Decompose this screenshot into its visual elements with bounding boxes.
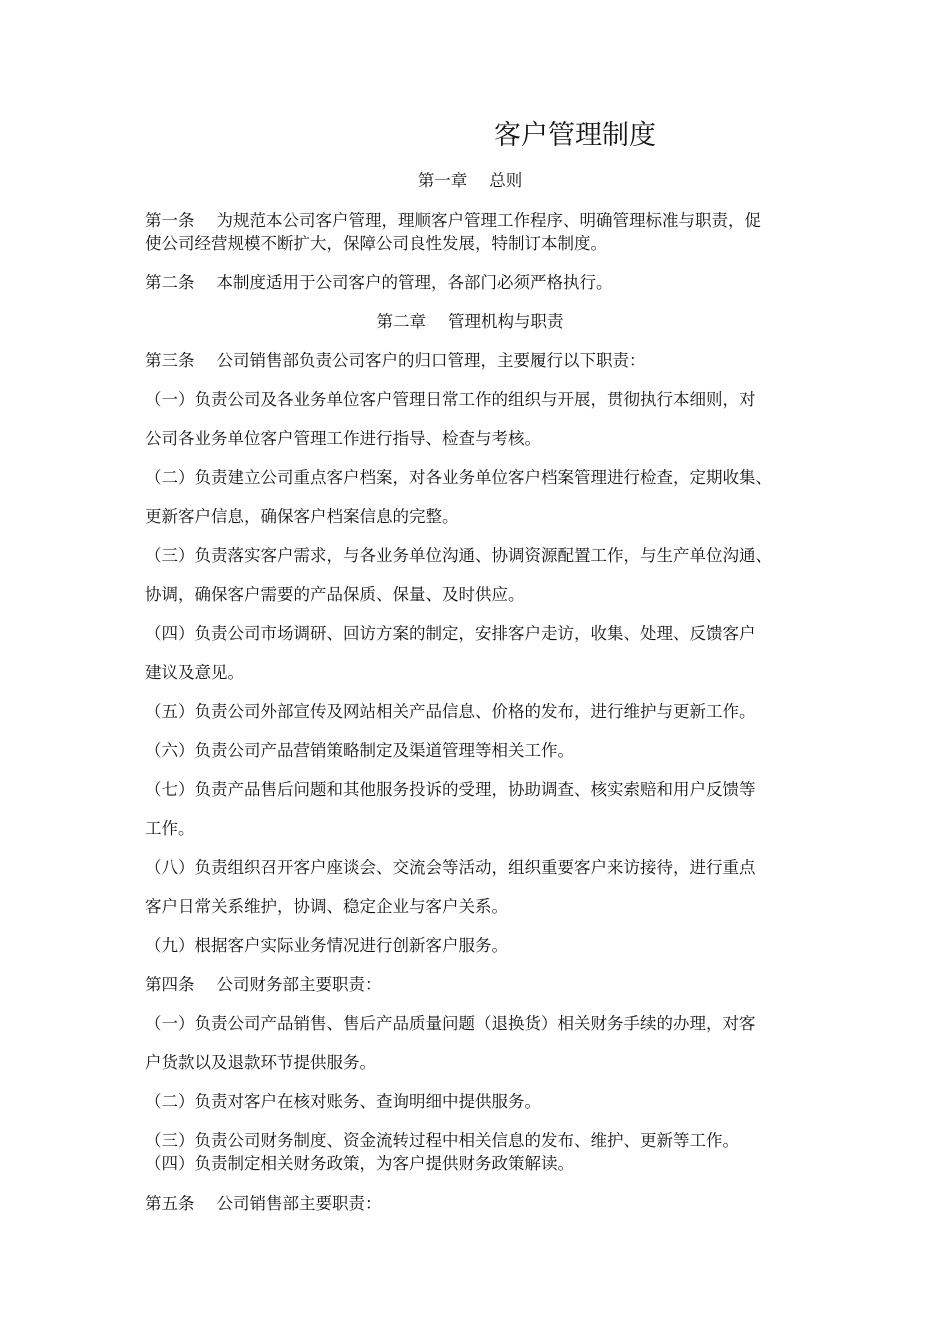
article-5 <box>145 1193 810 1215</box>
article-label: 第三条 <box>145 351 195 370</box>
article-label: 第一条 <box>145 211 195 230</box>
document-title: 客户管理制度 <box>494 120 656 151</box>
article-4 <box>145 974 810 996</box>
article-2 <box>145 272 810 294</box>
list-item-line: 更新客户信息，确保客户档案信息的完整。 <box>145 507 459 526</box>
list-item-line: （九）根据客户实际业务情况进行创新客户服务。 <box>145 936 508 955</box>
list-item-line: （三）负责公司财务制度、资金流转过程中相关信息的发布、维护、更新等工作。 <box>145 1131 739 1150</box>
article-text: 为规范本公司客户管理，理顺客户管理工作程序、明确管理标准与职责，促 <box>216 211 761 230</box>
article-label: 第四条 <box>145 975 195 994</box>
chapter-name: 管理机构与职责 <box>448 312 564 331</box>
article-label: 第二条 <box>145 273 195 292</box>
chapter-name: 总则 <box>489 171 523 190</box>
list-item-line: 公司各业务单位客户管理工作进行指导、检查与考核。 <box>145 429 541 448</box>
list-item-line: （二）负责对客户在核对账务、查询明细中提供服务。 <box>145 1092 541 1111</box>
article-text: 本制度适用于公司客户的管理，各部门必须严格执行。 <box>216 273 613 292</box>
article-label: 第五条 <box>145 1194 195 1213</box>
list-item-line: （一）负责公司及各业务单位客户管理日常工作的组织与开展，贯彻执行本细则，对 <box>145 390 756 409</box>
article-text: 公司销售部主要职责： <box>216 1194 382 1213</box>
list-item-line: （四）负责公司市场调研、回访方案的制定，安排客户走访，收集、处理、反馈客户 <box>145 624 756 643</box>
list-item-line: （二）负责建立公司重点客户档案，对各业务单位客户档案管理进行检查，定期收集、 <box>145 468 772 487</box>
list-item-line: （八）负责组织召开客户座谈会、交流会等活动，组织重要客户来访接待，进行重点 <box>145 858 756 877</box>
chapter-heading-1 <box>270 170 670 192</box>
list-item-line: 协调，确保客户需要的产品保质、保量、及时供应。 <box>145 585 525 604</box>
list-item-line: （六）负责公司产品营销策略制定及渠道管理等相关工作。 <box>145 741 574 760</box>
article-1-line-2: 使公司经营规模不断扩大，保障公司良性发展，特制订本制度。 <box>145 234 607 253</box>
article-text: 公司销售部负责公司客户的归口管理，主要履行以下职责： <box>216 351 646 370</box>
list-item-line: 户货款以及退款环节提供服务。 <box>145 1053 376 1072</box>
chapter-heading-2 <box>270 311 670 333</box>
chapter-number: 第一章 <box>417 171 468 190</box>
article-3 <box>145 350 810 372</box>
list-item-line: 工作。 <box>145 819 195 838</box>
list-item-line: （七）负责产品售后问题和其他服务投诉的受理，协助调查、核实索赔和用户反馈等 <box>145 780 756 799</box>
article-1-line-1 <box>145 210 810 232</box>
list-item-line: （四）负责制定相关财务政策，为客户提供财务政策解读。 <box>145 1154 574 1173</box>
list-item-line: （五）负责公司外部宣传及网站相关产品信息、价格的发布，进行维护与更新工作。 <box>145 702 756 721</box>
list-item-line: 建议及意见。 <box>145 663 244 682</box>
list-item-line: 客户日常关系维护，协调、稳定企业与客户关系。 <box>145 897 508 916</box>
list-item-line: （三）负责落实客户需求，与各业务单位沟通、协调资源配置工作，与生产单位沟通、 <box>145 546 772 565</box>
article-text: 公司财务部主要职责： <box>216 975 382 994</box>
list-item-line: （一）负责公司产品销售、售后产品质量问题（退换货）相关财务手续的办理，对客 <box>145 1014 756 1033</box>
chapter-number: 第二章 <box>376 312 426 331</box>
